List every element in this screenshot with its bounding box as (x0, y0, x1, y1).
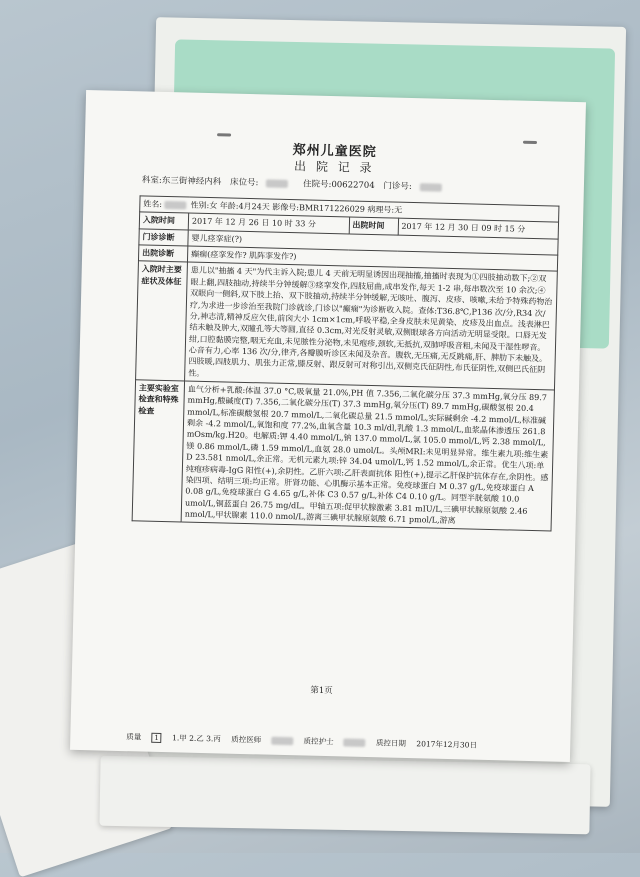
record-table (132, 195, 560, 532)
background-paper-bottom (99, 756, 590, 835)
clinic-number: 门诊号: (383, 181, 448, 193)
hospital-name: 郑州儿童医院 (292, 143, 377, 161)
qc-nurse-label: 质控护士 (303, 736, 334, 747)
redaction (164, 201, 186, 210)
quality-footer (126, 731, 546, 752)
admit-time-label: 入院时间 (139, 212, 188, 230)
grade-box: 1 (152, 733, 162, 743)
patient-info-cell: 姓名: 性别:女 年龄:4月24天 影像号:BMR171226029 病理号:无 (140, 196, 559, 223)
table-row (132, 380, 554, 532)
page-number: 第1页 (310, 685, 333, 697)
bed-number: 床位号: (230, 178, 295, 190)
redaction (266, 179, 288, 188)
discharge-time-value: 2017 年 12 月 30 日 09 时 15 分 (398, 219, 559, 239)
clinic-diagnosis-value: 婴儿痉挛症(?) (188, 230, 558, 255)
redaction (271, 737, 293, 746)
clinic-diagnosis-label: 门诊诊断 (139, 229, 188, 247)
grade-options: 1.甲 2.乙 3.丙 (172, 733, 221, 744)
qc-date-label: 质控日期 (375, 738, 407, 748)
staple-icon (217, 133, 231, 136)
staple-icon (523, 141, 537, 144)
admission-symptoms-label: 入院时主要症状及体征 (136, 261, 188, 381)
document-title: 出 院 记 录 (293, 159, 375, 176)
admission-symptoms-text: 患儿以"抽搐 4 天"为代主诉入院;患儿 4 天前无明显诱因出现抽搐,抽搐时表现为①四肢抽动数下;②双眼上翻,四肢抽动,持续半分钟缓解③痉挛发作,四肢屈曲,成串发作,每天 1-2 串,每串数次至 10 余次;④双眼向一侧斜,双下肢上抬、双下肢抽动,持续半分钟缓解,无咳吐、腹泻、皮疹、咳嗽,未给予特殊药物治疗,为求进一步诊治至我院门诊就诊,门诊以"癫痫"为诊断收入院。查体:T36.8℃,P136 次/分,R34 次/分,神志清,精神反应欠佳,前囟大小 1cm×1cm,呼吸平稳,全身皮肤未见黄染、皮疹及出血点。浅表淋巴结未触及肿大,双瞳孔等大等圆,直径 0.3cm,对光反射灵敏,双侧眼球各方向活动无明显受限。口唇无发绀,口腔黏膜完整,咽无充血,未见脓性分泌物,未见疱疹,颈软,无抵抗,双肺呼吸音粗,未闻及干湿性啰音。心音有力,心率 136 次/分,律齐,各瓣膜听诊区未闻及杂音。腹软,无压痛,无反跳痛,肝、脾肋下未触及。四肢暖,四肢肌力、肌张力正常,膝反射、跟反射可对称引出,双侧克氏征阴性,布氏征阴性,双侧巴氏征阴性。 (185, 262, 558, 390)
discharge-diagnosis-value: 癫痫(痉挛发作? 肌阵挛发作?) (187, 246, 557, 271)
grade-label: 质量 (126, 732, 142, 742)
qc-doctor-label: 质控医师 (231, 734, 262, 745)
table-row (136, 261, 558, 390)
lab-exam-text: 血气分析+乳酸:体温 37.0 °C,吸氧量 21.0%,PH 值 7.356,二氧化碳分压 37.3 mmHg,氧分压 89.7 mmHg,酸碱度(T) 7.356,二氧化碳分压(T) 37.3 mmHg,氧分压(T) 89.7 mmHg,碳酸氢根 20.4 mmol/L,标准碳酸氢根 20.7 mmol/L,二氧化碳总量 21.5 mmol/L,实际碱剩余 -4.2 mmol/L,标准碱剩余 -4.2 mmol/L,氧饱和度 77.2%,血氧含量 10.3 ml/dl,乳酸 1.3 mmol/L,血浆晶体渗透压 261.8 mOsm/kg.H20。电解质:钾 4.40 mmol/L,钠 137.0 mmol/L,氯 105.0 mmol/L,钙 2.38 mmol/L,镁 0.86 mmol/L,磷 1.59 mmol/L,血氨 28.0 umol/L。头颅MRI:未见明显异常。维生素九项:维生素 D 23.581 nmol/L,余正常。无机元素九项:锌 34.04 umol/L,钙 1.52 mmol/L,余正常。优生八项:单纯疱疹病毒-IgG 阳性(+),余阴性。乙肝六项:乙肝表面抗体 阳性(+),提示乙肝保护抗体存在,余阴性。感染四项、结明三项:均正常。肝肾功能、心肌酶示基本正常。免疫球蛋白 M 0.37 g/L,免疫球蛋白 A 0.08 g/L,免疫球蛋白 G 4.65 g/L,补体 C3 0.57 g/L,补体 C4 0.10 g/L。同型半胱氨酸 10.0 umol/L,铜蓝蛋白 26.75 mg/dL。甲轴五项:促甲状腺激素 3.81 mIU/L,三碘甲状腺原氨酸 2.46 nmol/L,甲状腺素 110.0 nmol/L,游离三碘甲状腺原氨酸 6.71 pmol/L,游离 (181, 381, 554, 531)
patient-details: 性别:女 年龄:4月24天 影像号:BMR171226029 病理号:无 (190, 200, 403, 215)
admission-number: 住院号:00622704 (302, 179, 375, 192)
redaction (420, 183, 442, 192)
redaction (343, 738, 365, 747)
qc-date-value: 2017年12月30日 (416, 739, 478, 750)
discharge-time-label: 出院时间 (349, 217, 398, 235)
department: 科室:东三街神经内科 (141, 175, 222, 188)
discharge-record-page (70, 90, 586, 762)
admit-time-value: 2017 年 12 月 26 日 10 时 33 分 (188, 213, 349, 233)
lab-exam-label: 主要实验室检查和特殊检查 (132, 380, 184, 522)
discharge-diagnosis-label: 出院诊断 (138, 245, 187, 263)
